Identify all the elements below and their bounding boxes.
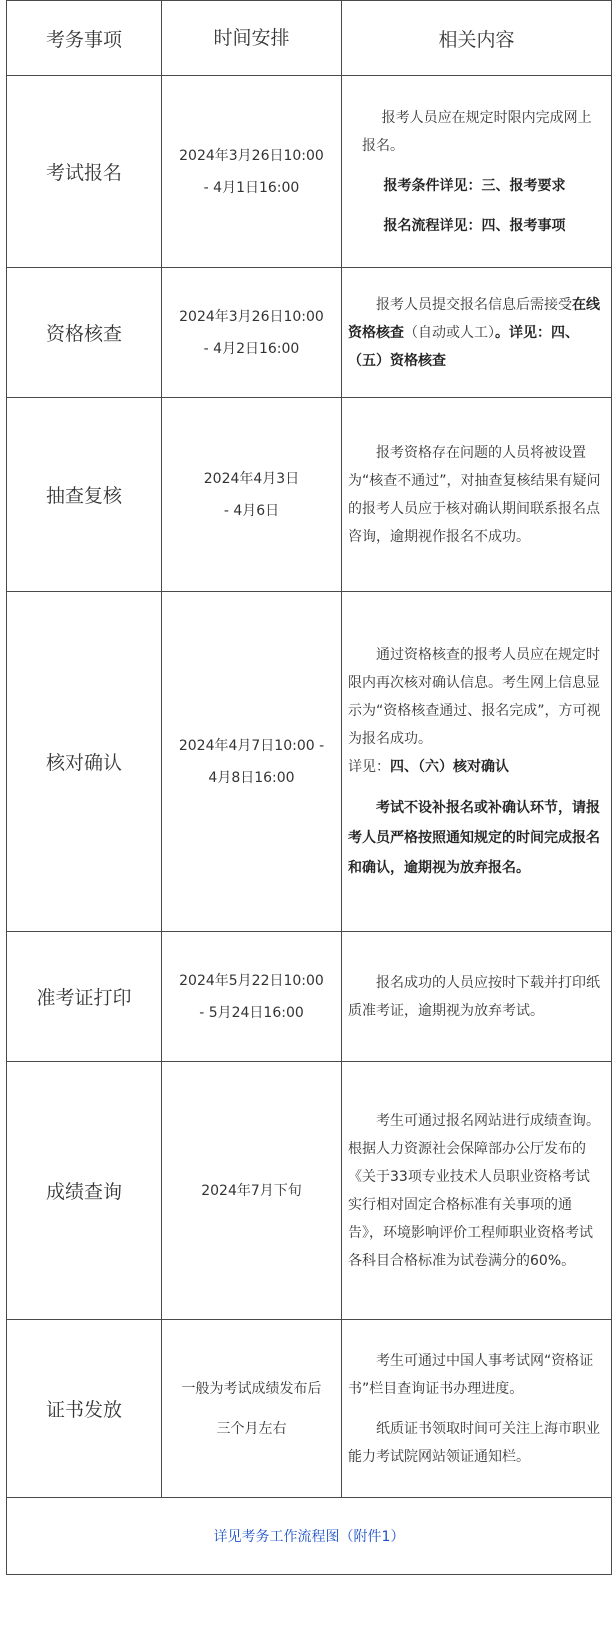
table-row — [7, 932, 612, 1062]
table-row — [7, 268, 612, 398]
time-line: - 4月1日16:00 — [203, 179, 300, 196]
content-paragraph: 考生可通过中国人事考试网“资格证书”栏目查询证书办理进度。 — [348, 1352, 594, 1397]
table-row — [7, 1320, 612, 1498]
row-item: 资格核查 — [7, 268, 162, 398]
table-row — [7, 592, 612, 932]
row-time — [162, 1320, 342, 1498]
time-line: 2024年4月3日 — [203, 470, 300, 487]
time-line: 2024年5月22日10:00 — [179, 972, 324, 989]
table-header-row — [7, 1, 612, 76]
row-content — [342, 76, 612, 268]
row-item: 证书发放 — [7, 1320, 162, 1498]
content-bold: 报名流程详见：四、报考事项 — [383, 217, 566, 234]
table-row — [7, 1062, 612, 1320]
content-text: 详见： — [348, 758, 390, 775]
row-content — [342, 932, 612, 1062]
row-time — [162, 1062, 342, 1320]
time-line: 三个月左右 — [216, 1420, 287, 1437]
row-item: 准考证打印 — [7, 932, 162, 1062]
row-item: 考试报名 — [7, 76, 162, 268]
time-line: - 5月24日16:00 — [199, 1004, 304, 1021]
footer-row — [7, 1498, 612, 1575]
content-paragraph: 通过资格核查的报考人员应在规定时限内再次核对确认信息。考生网上信息显示为“资格核查通过、报名完成”，方可视为报名成功。 — [348, 646, 601, 747]
content-text: （自动或人工） — [404, 324, 495, 341]
time-line: 2024年3月26日10:00 — [179, 308, 324, 325]
time-line: 2024年3月26日10:00 — [179, 147, 324, 164]
exam-schedule-table — [6, 0, 612, 1575]
time-line: 一般为考试成绩发布后 — [181, 1380, 322, 1397]
header-item: 考务事项 — [7, 1, 162, 76]
time-line: - 4月2日16:00 — [203, 340, 300, 357]
row-item: 核对确认 — [7, 592, 162, 932]
flowchart-link[interactable]: 详见考务工作流程图（附件1） — [7, 1498, 612, 1575]
content-bold: 报考条件详见：三、报考要求 — [383, 177, 566, 194]
time-line: 4月8日16:00 — [208, 769, 295, 786]
header-time: 时间安排 — [162, 1, 342, 76]
content-text: 报考人员提交报名信息后需接受 — [376, 296, 572, 313]
row-time — [162, 932, 342, 1062]
row-item: 抽查复核 — [7, 398, 162, 592]
row-time — [162, 592, 342, 932]
content-paragraph: 报考人员应在规定时限内完成网上报名。 — [362, 109, 592, 154]
content-paragraph: 纸质证书领取时间可关注上海市职业能力考试院网站领证通知栏。 — [348, 1420, 600, 1465]
time-line: 2024年4月7日10:00 - — [178, 737, 325, 754]
row-time — [162, 268, 342, 398]
row-content — [342, 1062, 612, 1320]
content-paragraph: 报考资格存在问题的人员将被设置为“核查不通过”，对抽查复核结果有疑问的报考人员应于核对确认期间联系报名点咨询，逾期视作报名不成功。 — [348, 444, 601, 545]
header-content: 相关内容 — [342, 1, 612, 76]
row-time — [162, 76, 342, 268]
content-bold: 在线资格核查 — [348, 296, 600, 341]
content-paragraph: 报名成功的人员应按时下载并打印纸质准考证，逾期视为放弃考试。 — [348, 974, 600, 1019]
time-line: 2024年7月下旬 — [201, 1182, 302, 1199]
row-content — [342, 398, 612, 592]
content-bold: 。详见：四、（五）资格核查 — [348, 324, 579, 369]
row-content — [342, 268, 612, 398]
content-bold: 考试不设补报名或补确认环节，请报考人员严格按照通知规定的时间完成报名和确认，逾期视为放弃报名。 — [348, 799, 600, 876]
row-time — [162, 398, 342, 592]
table-row — [7, 76, 612, 268]
row-content — [342, 592, 612, 932]
row-item: 成绩查询 — [7, 1062, 162, 1320]
row-content — [342, 1320, 612, 1498]
content-bold: 四、（六）核对确认 — [390, 758, 509, 775]
content-paragraph: 考生可通过报名网站进行成绩查询。根据人力资源社会保障部办公厅发布的《关于33项专业技术人员职业资格考试实行相对固定合格标准有关事项的通告》，环境影响评价工程师职业资格考试各科目合格标准为试卷满分的60%。 — [348, 1112, 600, 1269]
time-line: - 4月6日 — [223, 502, 280, 519]
table-row — [7, 398, 612, 592]
